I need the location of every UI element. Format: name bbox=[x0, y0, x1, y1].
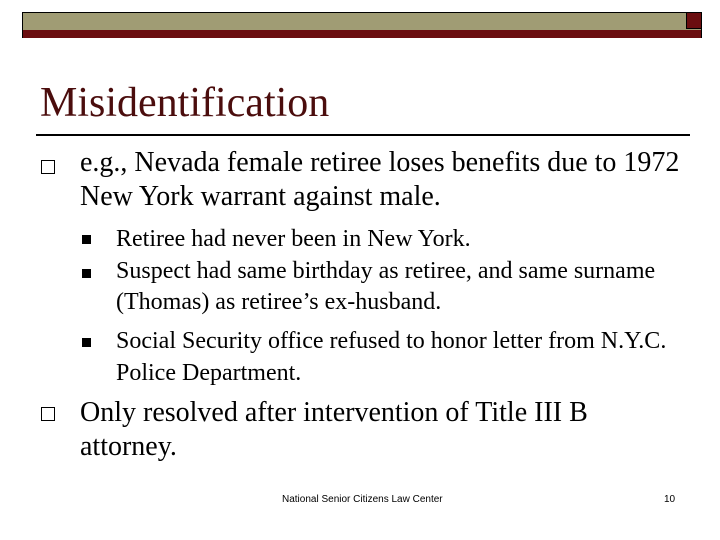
hollow-square-bullet-icon bbox=[41, 160, 55, 174]
sub-bullet-item: Social Security office refused to honor letter from N.Y.C. Police Department. bbox=[116, 328, 667, 386]
header-bar-maroon-band bbox=[23, 30, 701, 38]
filled-square-bullet-icon bbox=[82, 338, 91, 347]
hollow-square-bullet-icon bbox=[41, 407, 55, 421]
slide-title: Misidentification bbox=[40, 80, 330, 126]
header-corner-block bbox=[686, 12, 702, 29]
sub-bullet-item: Retiree had never been in New York. bbox=[116, 226, 471, 252]
page-number: 10 bbox=[664, 494, 676, 505]
bullet-item: e.g., Nevada female retiree loses benefits due to 1972 New York warrant against male. bbox=[80, 147, 680, 212]
title-divider bbox=[36, 134, 690, 136]
header-bar-olive-band bbox=[23, 13, 701, 30]
footer-text: National Senior Citizens Law Center bbox=[282, 494, 443, 505]
sub-bullet-item: Suspect had same birthday as retiree, and same surname (Thomas) as retiree’s ex-husband. bbox=[116, 258, 656, 315]
header-bar bbox=[22, 12, 702, 38]
bullet-item: Only resolved after intervention of Title III B attorney. bbox=[80, 397, 588, 462]
filled-square-bullet-icon bbox=[82, 235, 91, 244]
filled-square-bullet-icon bbox=[82, 269, 91, 278]
